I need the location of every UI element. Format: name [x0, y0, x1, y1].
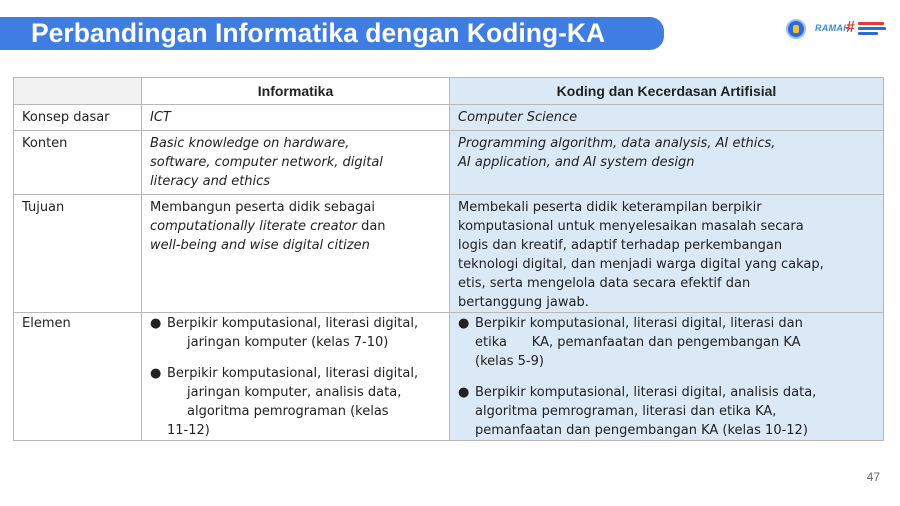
bullet-line: algoritma pemrograman, literasi dan etika KA, — [475, 404, 777, 419]
merdeka-belajar-logo — [858, 22, 886, 37]
bullet-line: jaringan komputer, analisis data, — [187, 385, 402, 400]
table-row-konsep-dasar — [14, 105, 884, 131]
kka-cell: Computer Science — [450, 105, 884, 131]
list-item — [150, 314, 441, 352]
header-logos — [786, 17, 886, 43]
cell-line: Programming algorithm, data analysis, AI ethics, — [458, 136, 776, 151]
kka-cell — [450, 195, 884, 313]
header-informatika: Informatika — [142, 78, 450, 105]
table-row-konten — [14, 131, 884, 195]
cell-line: komputasional untuk menyelesaikan masalah secara — [458, 219, 804, 234]
cell-italic-text: computationally literate creator — [150, 219, 357, 234]
table-row-tujuan — [14, 195, 884, 313]
bullet-icon: ● — [150, 366, 162, 381]
row-label: Tujuan — [14, 195, 142, 313]
kka-cell — [450, 313, 884, 441]
bullet-line: algoritma pemrograman (kelas — [187, 404, 389, 419]
bullet-line: Berpikir komputasional, literasi digital, analisis data, — [475, 385, 817, 400]
row-label: Elemen — [14, 313, 142, 441]
cell-line: Membangun peserta didik sebagai — [150, 200, 375, 215]
list-item — [458, 314, 875, 371]
bullet-line: Berpikir komputasional, literasi digital, — [167, 366, 419, 381]
bullet-line: pemanfaatan dan pengembangan KA (kelas 10-12) — [475, 423, 808, 438]
cell-line: software, computer network, digital — [150, 155, 383, 170]
bullet-line: 11-12) — [167, 423, 210, 438]
kka-cell — [450, 131, 884, 195]
comparison-table — [13, 77, 884, 441]
page-number: 47 — [866, 470, 880, 484]
slide-title: Perbandingan Informatika dengan Koding-KA — [31, 18, 606, 48]
informatika-cell — [142, 131, 450, 195]
bullet-icon: ● — [458, 316, 470, 331]
row-label: Konsep dasar — [14, 105, 142, 131]
table-row-elemen — [14, 313, 884, 441]
informatika-cell — [142, 313, 450, 441]
cell-line: bertanggung jawab. — [458, 295, 589, 310]
cell-line: Basic knowledge on hardware, — [150, 136, 350, 151]
header-blank-cell — [14, 78, 142, 105]
cell-text: dan — [356, 219, 386, 234]
cell-line: Membekali peserta didik keterampilan berpikir — [458, 200, 762, 215]
ramah-logo: RAMAH — [815, 23, 850, 33]
informatika-cell: ICT — [142, 105, 450, 131]
kemendikdasmen-emblem-icon — [786, 19, 806, 39]
table-header-row — [14, 78, 884, 105]
cell-line: AI application, and AI system design — [458, 155, 695, 170]
cell-line: literacy and ethics — [150, 174, 271, 189]
hashtag-icon: # — [846, 19, 855, 36]
bullet-line: Berpikir komputasional, literasi digital, literasi dan — [475, 316, 803, 331]
bullet-icon: ● — [150, 316, 162, 331]
bullet-line: Berpikir komputasional, literasi digital, — [167, 316, 419, 331]
cell-line: teknologi digital, dan menjadi warga digital yang cakap, — [458, 257, 824, 272]
header-kka: Koding dan Kecerdasan Artifisial — [450, 78, 884, 105]
list-item — [458, 383, 875, 440]
bullet-icon: ● — [458, 385, 470, 400]
cell-line — [150, 217, 441, 236]
informatika-cell — [142, 195, 450, 313]
cell-line: logis dan kreatif, adaptif terhadap perkembangan — [458, 238, 783, 253]
bullet-line: jaringan komputer (kelas 7-10) — [187, 335, 389, 350]
list-item — [150, 364, 441, 440]
bullet-line: etika KA, pemanfaatan dan pengembangan KA — [475, 335, 801, 350]
row-label: Konten — [14, 131, 142, 195]
cell-line: well-being and wise digital citizen — [150, 238, 370, 253]
cell-line: etis, serta mengelola data secara efektif dan — [458, 276, 751, 291]
bullet-line: (kelas 5-9) — [475, 354, 544, 369]
